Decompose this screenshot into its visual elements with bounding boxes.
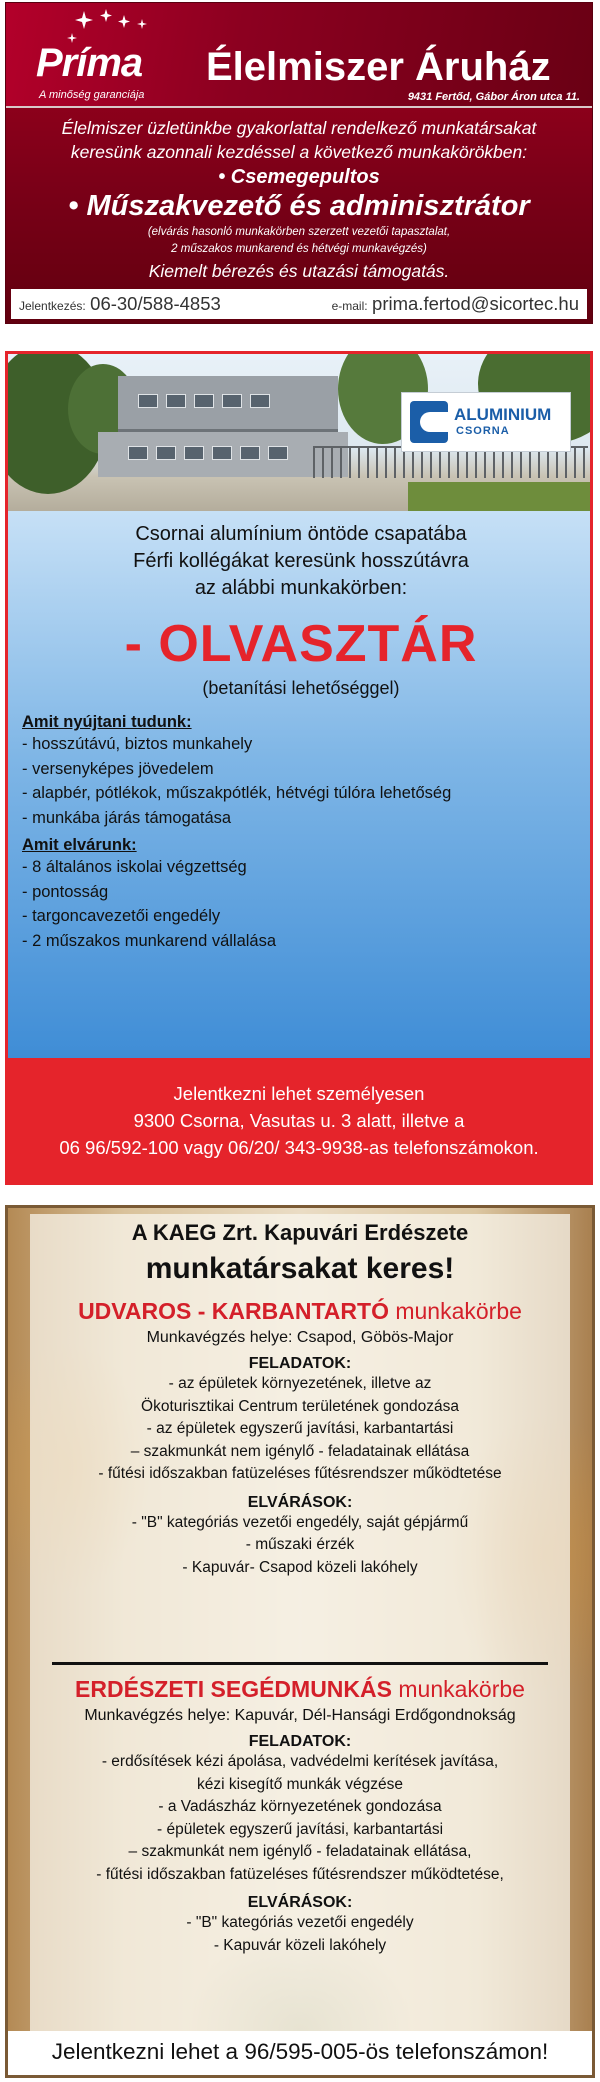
factory-building-lower (98, 432, 348, 477)
kaeg-title: A KAEG Zrt. Kapuvári Erdészete (131, 1220, 469, 1245)
kaeg-requirement-item: - műszaki érzék (245, 1536, 355, 1553)
prima-brand-logo: Príma (36, 41, 143, 85)
prima-body (6, 108, 592, 282)
kaeg-task-item: - fűtési időszakban fatüzeléses fűtésrendszer működtetése, (96, 1865, 504, 1883)
kaeg-requirements-heading: ELVÁRÁSOK: (247, 1493, 353, 1511)
aluminium-contact-footer (8, 1058, 590, 1182)
aluminium-offer-section (22, 713, 580, 830)
aluminium-intro-line: Csornai alumínium öntöde csapatába (135, 523, 467, 545)
grass-strip (408, 482, 590, 511)
kaeg-task-item: - erdősítések kézi ápolása, vadvédelmi kerítések javítása, (101, 1753, 499, 1770)
prima-job-ad (5, 2, 593, 324)
kaeg-task-item: - fűtési időszakban fatüzeléses fűtésrendszer működtetése (98, 1465, 502, 1482)
aluminium-main (8, 511, 590, 1058)
logo-subtitle: CSORNA (456, 425, 510, 437)
kaeg-job-title (30, 1676, 570, 1703)
kaeg-job-title-bold: ERDÉSZETI SEGÉDMUNKÁS (75, 1676, 392, 1702)
prima-requirement-line: 2 műszakos munkarend és hétvégi munkavégzés) (171, 243, 427, 255)
prima-email-label: e-mail: (331, 299, 368, 313)
logo-c-icon (410, 401, 448, 443)
factory-building-upper (118, 376, 338, 432)
factory-photo (8, 354, 590, 511)
aluminium-expect-section (22, 836, 580, 953)
prima-position-deli: • Csemegepultos (218, 166, 380, 188)
kaeg-task-item: – szakmunkát nem igénylő - feladatainak ellátása, (128, 1843, 472, 1860)
kaeg-requirement-item: - Kapuvár- Csapod közeli lakóhely (182, 1558, 418, 1576)
prima-contact-label: Jelentkezés: (19, 299, 86, 313)
offer-item: - munkába járás támogatása (22, 808, 232, 827)
aluminium-training-note: (betanítási lehetőséggel) (202, 678, 400, 698)
kaeg-job-location: Munkavégzés helye: Kapuvár, Dél-Hansági Erdőgondnokság (84, 1707, 516, 1724)
aluminium-footer-line: Jelentkezni lehet személyesen (173, 1083, 425, 1104)
kaeg-divider (52, 1662, 548, 1665)
prima-perks: Kiemelt bérezés és utazási támogatás. (148, 261, 450, 281)
kaeg-contact-footer[interactable]: Jelentkezni lehet a 96/595-005-ös telefonszámon! (8, 2031, 592, 2075)
kaeg-task-item: - a Vadászház környezetének gondozása (158, 1798, 442, 1815)
kaeg-requirements-heading: ELVÁRÁSOK: (247, 1894, 353, 1911)
kaeg-job-title-bold: UDVAROS - KARBANTARTÓ (78, 1298, 389, 1324)
kaeg-job-location: Munkavégzés helye: Csapod, Göbös-Major (146, 1329, 454, 1346)
prima-position-shift-lead: • Műszakvezető és adminisztrátor (68, 190, 530, 222)
prima-address: 9431 Fertőd, Gábor Áron utca 11. (407, 91, 580, 103)
kaeg-job-forestry-laborer (30, 1676, 570, 1957)
kaeg-tasks-heading: FELADATOK: (248, 1355, 352, 1372)
kaeg-requirement-item: - Kapuvár közeli lakóhely (213, 1936, 387, 1954)
aluminium-intro-line: az alábbi munkakörben: (194, 577, 408, 599)
aluminium-intro-line: Férfi kollégákat keresünk hosszútávra (133, 550, 469, 572)
kaeg-task-item: - az épületek egyszerű javítási, karbantartási (146, 1420, 454, 1437)
kaeg-task-item: – szakmunkát nem igénylő - feladatainak ellátása (130, 1442, 470, 1460)
kaeg-requirement-item: - "B" kategóriás vezetői engedély, saját gépjármű (131, 1513, 469, 1531)
aluminium-csorna-logo (401, 392, 571, 452)
prima-email-link[interactable]: prima.fertod@sicortec.hu (372, 293, 579, 314)
expect-heading: Amit elvárunk: (22, 836, 137, 854)
kaeg-task-item: - épületek egyszerű javítási, karbantartási (156, 1820, 444, 1838)
aluminium-role-title: - OLVASZTÁR (124, 615, 478, 673)
kaeg-job-title-suffix: munkakörbe (391, 1676, 525, 1702)
offer-item: - alapbér, pótlékok, műszakpótlék, hétvégi túlóra lehetőség (22, 784, 452, 802)
prima-header (6, 3, 592, 108)
offer-item: - versenyképes jövedelem (22, 759, 214, 778)
kaeg-tasks-heading: FELADATOK: (248, 1733, 352, 1750)
kaeg-task-item: - az épületek környezetének, illetve az (168, 1375, 432, 1392)
aluminium-job-ad (5, 351, 593, 1185)
aluminium-footer-phones[interactable]: 06 96/592-100 vagy 06/20/ 343-9938-as telefonszámokon. (59, 1137, 539, 1158)
expect-item: - 2 műszakos munkarend vállalása (22, 931, 277, 950)
kaeg-job-ad (5, 1205, 595, 2078)
expect-item: - 8 általános iskolai végzettség (22, 858, 247, 876)
kaeg-content-panel (30, 1214, 570, 2069)
prima-requirement-line: (elvárás hasonló munkakörben szerzett vezetői tapasztalat, (147, 226, 451, 238)
kaeg-requirement-item: - "B" kategóriás vezetői engedély (186, 1914, 414, 1931)
kaeg-job-title (30, 1298, 570, 1325)
prima-contact-bar (11, 289, 587, 319)
kaeg-task-item: Ökoturisztikai Centrum területének gondozása (141, 1397, 459, 1415)
offer-item: - hosszútávú, biztos munkahely (22, 735, 253, 753)
expect-item: - pontosság (22, 882, 109, 901)
aluminium-footer-line: 9300 Csorna, Vasutas u. 3 alatt, illetve a (133, 1110, 465, 1131)
prima-tagline: A minőség garanciája (39, 89, 145, 101)
offer-heading: Amit nyújtani tudunk: (22, 713, 192, 731)
kaeg-job-title-suffix: munkakörbe (388, 1298, 522, 1324)
prima-phone-link[interactable]: 06-30/588-4853 (90, 293, 221, 314)
prima-store-name: Élelmiszer Áruház (206, 45, 551, 89)
prima-intro-line: Élelmiszer üzletünkbe gyakorlattal rendelkező munkatársakat (61, 118, 537, 138)
prima-intro-line: keresünk azonnali kezdéssel a következő munkakörökben: (70, 142, 528, 162)
kaeg-task-item: kézi kisegítő munkák végzése (197, 1775, 403, 1793)
kaeg-headline: munkatársakat keres! (145, 1252, 455, 1285)
logo-name: ALUMINIUM (454, 405, 552, 424)
expect-item: - targoncavezetői engedély (22, 907, 221, 925)
kaeg-job-caretaker (30, 1298, 570, 1579)
